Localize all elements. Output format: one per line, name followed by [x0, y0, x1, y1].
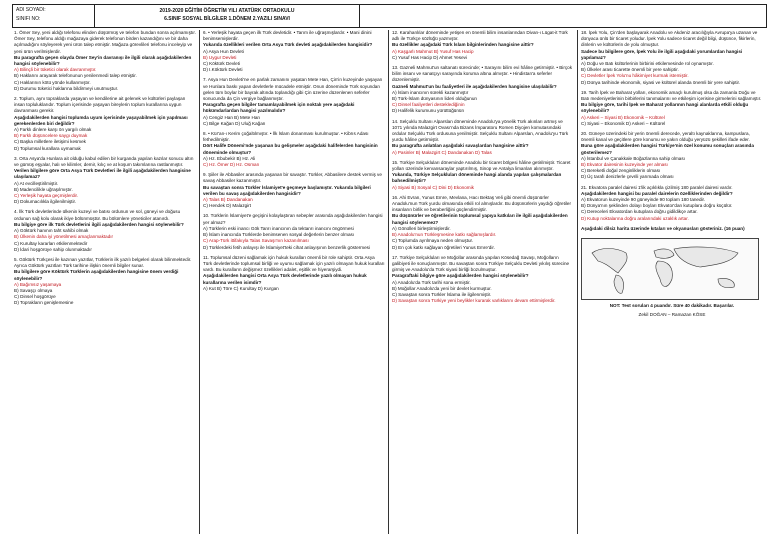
answer-option-marked[interactable]: B) Ülkenin daha iyi yönetilmesi amaçlanmaktadır [14, 234, 114, 240]
answer-option[interactable]: A) Asya Hun Devleti [203, 48, 244, 54]
question-block [392, 65, 574, 115]
question-block [392, 195, 574, 251]
answer-option-marked[interactable]: B) Farklı düşüncelere saygı duymak [14, 133, 88, 139]
answer-option[interactable]: C) Haklarının kötü yönde kullanmıştır. [14, 79, 91, 85]
question-stem: 20. Güneye üzerindeki bir yerin önemli derecede, yeraltı kaynaklarına, kampuslara, önemli kanal ve geçitlere göre konumu ve yakın olduğu yeryüzü şekilleri ifade eder. [581, 131, 750, 143]
question-block [203, 213, 385, 250]
question-stem: 16. Ahi Evran, Yunus Emre, Mevlana, Hacı Bektaş Veli gibi önemli düşünürler Anadolu'nun Türk yurdu olmasında etkili rol almışlardır. Bu düşünürlerin yaydığı öğretiler insanların birlik ve beraberliğini güçlendirmiştir. [392, 194, 572, 213]
answer-option[interactable]: D) En çok katkı sağlayan öğretileri Yunus Emre'dir. [392, 244, 495, 250]
question-block [392, 119, 574, 156]
question-block [581, 30, 763, 86]
answer-option[interactable]: C) Yusuf Has Hacip D) Ahmet Yesevi [392, 54, 467, 60]
answer-option[interactable]: D) Toprakların genişlemesine [14, 300, 74, 306]
answer-option[interactable]: A) Anadolu'da Türk tarihi sona ermiştir. [392, 279, 471, 285]
answer-option[interactable]: A) Ekvatorun kuzeyinde 90 güneyinde 90 toplam 180 tanedir. [581, 197, 706, 203]
answer-option-marked[interactable]: B) Uygur Devleti [203, 54, 237, 60]
question-block [392, 30, 574, 61]
answer-option[interactable]: C) Toplumda ayrılmaya neden olmuştur. [392, 238, 474, 244]
question-prompt: Gazneli Mahmut'un bu faaliyetleri ile aşağıdakilerden hangisine ulaşılabilir? [392, 83, 557, 89]
question-prompt: Dört Halife Dönemi'nde yaşanan bu gelişmeler aşağıdaki halifelerden hangisinin döneminde olmuştur? [203, 143, 378, 155]
question-prompt: Buna göre aşağıdakilerden hangisi Türkiye'nin özel konumu sonuçları arasında gösterilemez? [581, 143, 754, 155]
question-block [581, 226, 763, 232]
answer-option[interactable]: B) Madencilikle uğraşılmıştır. [14, 186, 73, 192]
answer-option-marked[interactable]: A) Siyasi B) Sosyal C) Dini D) Ekonomik [392, 184, 474, 190]
question-stem: 15. Türkiye Selçukluları döneminde Anadolu bir ticaret bölgesi hâline getirilmiştir. Ticaret yolları üzerinde kervansaraylar yaptırılmış, Sinop ve Antalya limanları alınmıştır. [392, 159, 571, 172]
answer-option[interactable]: D) Toplumsal kurallara uymamak [14, 145, 81, 151]
question-prompt: Aşağıdaki dilsiz harita üzerinde kıtaları ve okyanusları gösteriniz. (16 puan) [581, 225, 745, 231]
answer-option[interactable]: A) Farklı dinlere karşı ön yargılı olmak [14, 127, 92, 133]
exam-title-line1: 2019-2020 EĞİTİM ÖĞRETİM YILI ATATÜRK ORTAOKULU [159, 8, 295, 14]
question-prompt: Bu paragrafta geçen olayda Ömer Sey'in davranışı ile ilgili olarak aşağıdakilerden hangisi söylenebilir? [14, 54, 192, 67]
answer-option-marked[interactable]: D) Kutup noktalarına doğru aralarındaki uzaklık artar. [581, 215, 689, 221]
question-prompt: Bu düşünürler ve öğretilerinin toplumsal yapıya katkıları ile ilgili aşağıdakilerden hangisi söylenemez? [392, 213, 568, 225]
question-prompt: Bu savaştan sonra Türkler İslamiyet'e geçmeye başlamıştır. Yukarıda bilgileri verilen bu savaş aşağıdakilerden hangisidir? [203, 184, 371, 196]
exam-title [95, 5, 360, 27]
question-stem: 18. İpek Yolu, Çin'den başlayarak Anadolu ve Akdeniz aracılığıyla Avrupa'ya uzanan ve dünyaca ünlü bir ticaret yoludur. İpek Yolu sadece ticaret değil bilgi, düşünce, fikirlerin, dinlerin ve kültürlerin de yolu olmuştur. [581, 30, 758, 48]
answer-option-marked[interactable]: A) Bağımsız yaşamaya [14, 281, 62, 287]
question-prompt: Bu paragrafta anlatılan aşağıdaki savaşlardan hangisine aittir? [392, 143, 529, 149]
answer-option-marked[interactable]: D) Savaştan sonra Türkiye yeni beylikler kurarak varlıklarını devam ettirmişlerdir. [392, 298, 556, 304]
question-stem: 11. Toplumsal düzeni sağlamak için hukuk kuralları önemli bir role sahiptir. Orta Asya Türk devletlerinde toplumsal birliği ve uyumu sağlamak için yazılı olmayan hukuk kuralları vardı. Bu kuralların değişmez özellikleri adalet, eşitlik ve hiyerarşiydi. [203, 254, 385, 273]
question-prompt: Paragraftaki bilgiye göre aşağıdakilerden hangisi söylenebilir? [392, 273, 529, 279]
question-prompt: Aşağıdakilerden hangisi toplumda uyum içerisinde yaşayabilmek için yapılması gerekenlerden biri değildir? [14, 114, 188, 126]
question-block [14, 30, 196, 92]
question-prompt: Bu bilgiye göre, tarihi İpek ve Baharat yollarının hangi alanlarda etkili olduğu söylenebilir? [581, 102, 749, 114]
question-block [14, 257, 196, 307]
question-stem: 2. Toplum, aynı topraklarda yaşayan ve kendilerine ait gelenek ve kültürleri paylaşan insan topluluklarıdır. Toplum içerisinde yaşayan bireylerin toplum kurallarına uygun davranması gerekir. [14, 96, 186, 114]
answer-option[interactable]: B) Dünya'nın şeklinden dolayı boyları Ekvator'dan kutuplara doğru küçülür. [581, 203, 733, 209]
class-label: SINIFI NO: [16, 16, 41, 22]
answer-option[interactable]: D) İdari hoşgörüye sahip olunmaktadır [14, 246, 92, 252]
question-prompt: Yukarıda, Türkiye Selçukluları döneminde hangi alanda yapılan çalışmalardan bahsedilmiştir? [392, 172, 562, 184]
question-block [203, 172, 385, 209]
answer-option[interactable]: D) Dokumacılıkla ilgilenilmiştir. [14, 199, 77, 205]
answer-option-marked[interactable]: A) Talas B) Dandanakan [203, 197, 253, 203]
question-prompt: Aşağıdakilerden hangisi bu paralel dairelerin özelliklerinden değildir? [581, 190, 733, 196]
answer-option-marked[interactable]: A) Askeri – Siyasi B) Ekonomik – Kültürel [581, 114, 665, 120]
answer-option-marked[interactable]: C) Yerleşik hayata geçmişlerdir. [14, 193, 79, 199]
column-1 [14, 30, 196, 534]
question-stem: 7. Asya Hun Devleti'ne en parlak zamanını yaşatan Mete Han, Çin'in kuzeyinde yaşayan ve Hunlara baskı yapan devletlerle mücadele etmiştir. Onun döneminde Türk soyundan gelen tüm boylar bir bayrak altında toplandığı gibi Çin üzerine düzenlenen seferler sonucunda da Çin vergiye bağlanmıştır. [203, 77, 383, 102]
answer-option[interactable]: A) Doğu ve Batı kültürlerinin birbirini etkilemesinde rol oynamıştır. [581, 61, 714, 67]
answer-option[interactable]: A) İslam inancının sürekli kazanmıştır [392, 89, 469, 95]
question-prompt: Yukarıda özellikleri verilen Orta Asya Türk devleti aşağıdakilerden hangisidir? [203, 42, 373, 48]
question-prompt: Verilen bilgilere göre Orta Asya Türk Devletleri ile ilgili aşağıdakilerden hangisine ulaşılamaz? [14, 168, 191, 180]
question-stem: 9. Şiiler ile Abbasiler arasında yaşanan bir savaştır. Türkler, Abbasilere destek vermiş ve savaş Abbasiler kazanmıştır. [203, 172, 382, 184]
question-stem: 1. Ömer Sey, yeni aldığı telefonu elinden düşürmüş ve telefon bundan sonra açılmamıştır. Ömer Sey, telefonu aldığı mağazaya giderek telefonun birden kazandığını ve bir daha açılmadığını söyleyerek yeni ürün talep etmiştir. Mağaza görevlileri telefonu inceleyip ve yeni ürün verilmişlerdir. [14, 30, 196, 54]
name-label: ADI SOYADI: [16, 7, 46, 13]
exam-sheet [12, 4, 767, 534]
answer-option[interactable]: D) Üç tarafı denizlerle çevrili yarımada olması [581, 174, 674, 180]
question-stem: 10. Türklerin İslamiyet'e geçişini kolaylaştıran sebepler arasında aşağıdakilerden hangisi yer almaz? [203, 213, 383, 225]
question-block [203, 30, 385, 73]
answer-option[interactable]: A) Gönülleri birleştirmişlerdir. [392, 225, 451, 231]
answer-option[interactable]: D) Türklerdeki fetih anlayışı ile İslamiyet'teki cihat anlayışının benzerlik göstermesi [203, 244, 371, 250]
answer-option[interactable]: C) Bilge Kağan D) Uluğ Kağan [203, 120, 266, 126]
answer-option[interactable]: A) Göktürk hanının taht sahibi olmak [14, 228, 89, 234]
column-2 [203, 30, 385, 534]
answer-option-marked[interactable]: C) Devletler İpek Yolu'nu hâkimiyet kurmak istemiştir. [581, 73, 689, 79]
answer-option[interactable]: C) Siyasi – Ekonomik D) Askeri – Kültürel [581, 120, 666, 126]
question-stem: 6. • Yerleşik hayata geçen ilk Türk devletidir. • Tarım ile uğraşmışlardır. • Mani dinini benimsemişlerdir. [203, 30, 372, 42]
answer-option[interactable]: C) Başka milletlere iletişimi kesmek [14, 139, 86, 145]
exam-header [12, 4, 767, 28]
answer-option-marked[interactable]: B) Ekvator dairesinin kuzeyinde yer alması [581, 162, 668, 168]
question-block [392, 255, 574, 305]
blank-world-map [581, 238, 759, 300]
question-block [14, 96, 196, 152]
answer-option-marked[interactable]: A) Kaşgarlı Mahmut B) Yusuf Has Hacip [392, 48, 474, 54]
question-block [581, 185, 763, 222]
answer-option[interactable]: C) Bereketli doğal zenginliklerin olması [581, 168, 661, 174]
question-stem: 3. Orta Asya'da Hunlara ait olduğu kabul edilen bir kurganda yapılan kazılar sonucu altın ve gümüş eşyalar, halı ve kilimler, demir, kılıç ve at koşum takımlarına rastlanmıştır. [14, 155, 194, 168]
answer-option-marked[interactable]: C) Dinsel faaliyetleri desteklediğinin [392, 102, 465, 108]
question-stem: 5. Göktürk Türkçesi ile kazınan yazıtlar, Türklerin ilk yazılı belgeleri olarak bilinmektedir. Ayrıca Göktürk yazıtları Türk tarihine ilişkin önemli bilgiler sunar. [14, 256, 192, 269]
answer-option[interactable]: D) I.Köktürk Devleti [203, 67, 243, 73]
answer-option[interactable]: A) İstanbul ve Çanakkale Boğazlarına sahip olması [581, 155, 685, 161]
question-block [14, 156, 196, 206]
answer-option[interactable]: D) Durumu tüketici haklarına bildirmeyi unutmuştur. [14, 85, 119, 91]
exam-footer-note: NOT: Test soruları 4 puandır. Süre 40 dakikadır. Başarılar. [609, 303, 735, 309]
score-area [360, 5, 766, 27]
question-stem: 12. Karahanlılar döneminde yetişen en önemli bilim insanlarından Divan-ı Lügat-it Türk adlı ile Türkçe sözlüğü yazmıştır. [392, 30, 568, 42]
question-block [392, 160, 574, 191]
question-stem: 17. Türkiye Selçukluları ve Moğollar arasında yapılan Kösedağ Savaşı, Moğolların galibiyeti ile sonuçlanmıştır. Bu savaştan sonra Türkiye Selçuklu Devleti yıkılış sürecine girmiş ve Anadolu'da Türk siyasi birliği bozulmuştur. [392, 254, 570, 273]
world-map-icon [582, 239, 758, 299]
question-block [203, 255, 385, 292]
question-stem: 14. Selçuklu Sultanı Alparslan döneminde Anadolu'ya yönelik Türk akınları artmış ve 1071 yılında Malazgirt Ovası'nda Bizans İmparatoru Romen Diyojen komutasındaki ordular Selçuklu Türk ordusuna yenilmiştir. Selçuklu Sultanı Alparslan, Anadolu'yu Türk yurdu hâline getirmiştir. [392, 118, 569, 143]
answer-option-marked[interactable]: A) Pasinler B) Malazgirt C) Dandanakan D) Talas [392, 149, 492, 155]
answer-option-marked[interactable]: B) Anadolu'nun Türkleşmesine katkı sağlamışlardır. [392, 232, 497, 238]
answer-option[interactable]: A) Cengiz Han B) Mete Han [203, 114, 260, 120]
answer-option[interactable]: C) Savaştan sonra Türkler İslama ile ilgilenmiştir. [392, 291, 492, 297]
question-stem: 8. • Kür'an-ı Kerim çoğaltılmıştır. • İlk İslam donanması kurulmuştur. • Kibrıs Adası fethedilmiştir. [203, 131, 369, 143]
answer-option[interactable]: B) Ülkeler arası ticarette önemli bir yere sahiptir. [581, 67, 679, 73]
question-stem: 13. Gazneli Mahmut'un saltanatı sürecinde; • Sarayını bilim evi hâline getirmiştir. • Birçok bilim insanı ve sanatçıyı sarayında koruma altına almıştır. • Hindistan'a seferler düzenlemiştir. [392, 65, 573, 83]
question-block [581, 131, 763, 181]
answer-option[interactable]: D) Dünya tarihinde ekonomik, siyasi ve kültürel alanda önemli bir yere sahiptir. [581, 79, 741, 85]
question-prompt: Bu bilgiye göre ilk Türk devletlerini ilgili aşağıdakilerden hangisi söylenebilir? [14, 221, 184, 227]
answer-option[interactable]: B) Türk-İslam dünyasının lideri olduğunun [392, 96, 477, 102]
question-columns [12, 30, 767, 534]
answer-option[interactable]: A) At evcilleştirilmiştir. [14, 180, 59, 186]
question-block [581, 90, 763, 127]
answer-option-marked[interactable]: A) Bilinçli bir tüketici olarak davranmıştır. [14, 67, 97, 73]
answer-option[interactable]: D) Halifelik kurumunu yürüttüğünün [392, 108, 465, 114]
question-stem: 21. Ekvatora paralel dairesi 1'lik açıklıkla çizilmiş 180 paralel dairesi vardır. [581, 184, 733, 190]
answer-option[interactable]: C) Kurultay kararları etkilenmektedir [14, 240, 88, 246]
answer-option[interactable]: C) Köktürk Devleti [203, 61, 241, 67]
column-3 [392, 30, 574, 534]
question-prompt: Aşağıdakilerden hangisi Orta Asya Türk devletlerinde yazılı olmayan hukuk kurallarına verilen isimdir? [203, 273, 367, 285]
answer-option[interactable]: B) Savaşçı olmaya [14, 287, 53, 293]
answer-option-marked[interactable]: C) Arap-Türk ittifakıyla Talas Savaşı'nın kazanılması [203, 238, 309, 244]
answer-option[interactable]: B) Haklarını arayarak telefonunun yenilenmedi talep etmiştir. [14, 73, 137, 79]
answer-option[interactable]: C) Hendek D) Malazgirt [203, 203, 251, 209]
exam-title-line2: 6.SINIF SOSYAL BİLGİLER 1.DÖNEM 2.YAZILI SINAVI [164, 16, 290, 22]
column-4 [581, 30, 763, 534]
student-info-box [13, 5, 95, 27]
question-prompt: Bu özellikler aşağıdaki Türk İslam bilginlerinden hangisine aittir? [392, 42, 534, 48]
answer-option[interactable]: B) Moğollar Anadolu'da yeni bir devlet kurmuştur. [392, 285, 492, 291]
question-prompt: Paragrafta geçen bilgiler tamamlayabilmek için noktalı yere aşağıdaki hükümdarlardan hangisi yazılmalıdır? [203, 102, 355, 114]
teacher-names: Zekiİ DOĞAN – Ramazan KÖSE [638, 312, 706, 318]
question-prompt: Sadece bu bilgilere göre, İpek Yolu ile ilgili aşağıdaki yorumlardan hangisi yapılamaz? [581, 48, 743, 60]
question-block [203, 131, 385, 168]
answer-option[interactable]: C) Dereceleri Ekvatordan kutuplara doğru gidildikçe artar. [581, 209, 698, 215]
answer-option[interactable]: A) Hz. Ebubekir B) Hz. Ali [203, 155, 256, 161]
answer-option[interactable]: C) Dinsel hoşgörüye [14, 294, 56, 300]
answer-option[interactable]: A) Kut B) Töre C) Kurultay D) Kurgan [203, 285, 279, 291]
question-prompt: Bu bilgilere göre Köktürk Türklerin aşağıdakilerden hangisine önem verdiği söylenebilir? [14, 269, 179, 281]
answer-option-marked[interactable]: C) Hz. Ömer D) Hz. Osman [203, 162, 260, 168]
answer-option[interactable]: B) İslam inancında Türklerde benimsenen sosyal değerlerin benzer olması [203, 232, 355, 238]
question-block [203, 77, 385, 127]
question-stem: 19. Tarih İpek ve Baharat yolları, ekonomik amaçlı kurulmuş olsa da zamanla Doğu ve Batı medeniyetlerinin birbirlerini tanımalarını ve etkileşim içerisine girmelerini sağlamıştır. [581, 89, 762, 102]
answer-option[interactable]: A) Türklerin eski inancı Gök Tanrı inancının da tektanrı inancını öngörmesi [203, 225, 354, 231]
question-stem: 4. İlk Türk devletlerinde ülkenin kuzeyi ve batısı ordunun ve sol, güneyi ve doğusu ordunun sağ kolu olarak ikiye bölünmüştür. Bu bölümlere yöneticiler atanırdı. [14, 209, 181, 221]
question-block [14, 209, 196, 252]
